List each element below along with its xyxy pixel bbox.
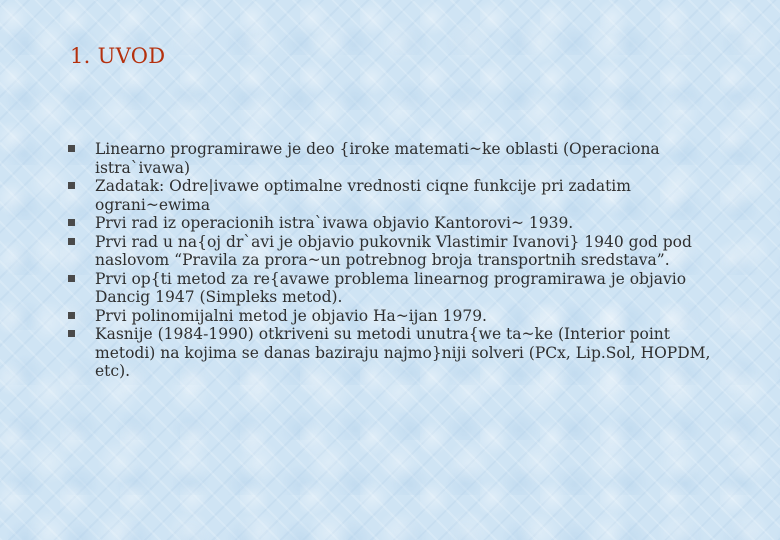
square-bullet-icon bbox=[68, 238, 75, 245]
square-bullet-icon bbox=[68, 145, 75, 152]
bullet-text: Kasnije (1984-1990) otkriveni su metodi unutra{we ta~ke (Interior point metodi) na kojima se danas baziraju najmo}niji solveri (PCx, Lip.Sol, HOPDM, etc). bbox=[95, 325, 711, 380]
bullet-item bbox=[68, 177, 728, 214]
bullet-item bbox=[68, 140, 728, 177]
bullet-text: Prvi op{ti metod za re{avawe problema linearnog programirawa je objavio Dancig 1947 (Simpleks metod). bbox=[95, 269, 687, 306]
bullet-text: Prvi polinomijalni metod je objavio Ha~ijan 1979. bbox=[95, 306, 487, 325]
bullet-text: Linearno programirawe je deo {iroke matemati~ke oblasti (Operaciona istra`ivawa) bbox=[95, 140, 660, 177]
bullet-item bbox=[68, 325, 728, 381]
square-bullet-icon bbox=[68, 182, 75, 189]
square-bullet-icon bbox=[68, 219, 75, 226]
bullet-list bbox=[68, 140, 728, 381]
bullet-item bbox=[68, 270, 728, 307]
square-bullet-icon bbox=[68, 312, 75, 319]
bullet-item bbox=[68, 214, 728, 233]
bullet-text: Prvi rad iz operacionih istra`ivawa objavio Kantorovi~ 1939. bbox=[95, 214, 574, 232]
bullet-item bbox=[68, 307, 728, 326]
bullet-item bbox=[68, 233, 728, 270]
bullet-text: Zadatak: Odre|ivawe optimalne vrednosti ciqne funkcije pri zadatim ograni~ewima bbox=[95, 177, 631, 214]
square-bullet-icon bbox=[68, 275, 75, 282]
square-bullet-icon bbox=[68, 330, 75, 337]
bullet-text: Prvi rad u na{oj dr`avi je objavio pukovnik Vlastimir Ivanovi} 1940 god pod naslovom “Pravila za prora~un potrebnog broja transportnih sredstava”. bbox=[95, 232, 692, 269]
slide-title: 1. UVOD bbox=[70, 44, 166, 68]
